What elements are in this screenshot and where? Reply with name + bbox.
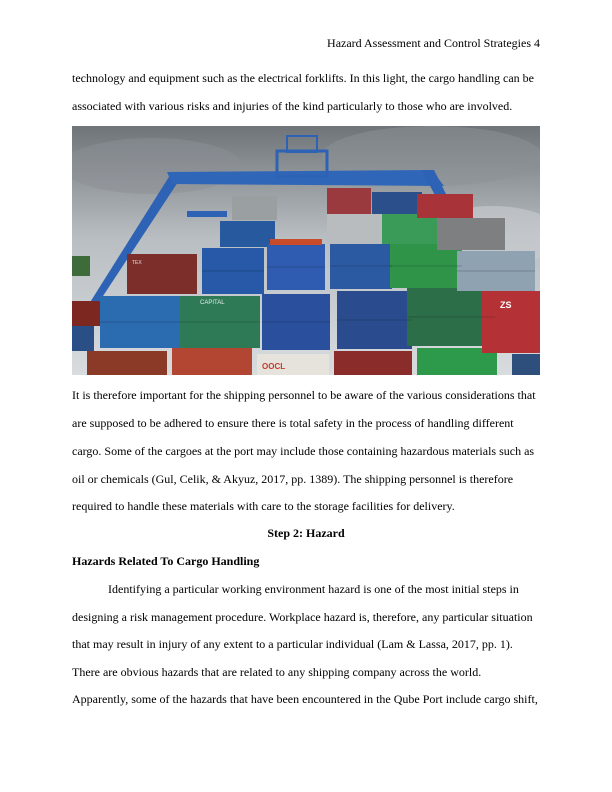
body-text-line: cargo. Some of the cargoes at the port may include those containing hazardous materials such as	[72, 444, 535, 458]
container-label: ZS	[500, 300, 512, 310]
body-text-line: It is therefore important for the shipping personnel to be aware of the various considerations that	[72, 388, 536, 402]
body-text-line: required to handle these materials with care to the storage facilities for delivery.	[72, 499, 455, 513]
body-text-line: are supposed to be adhered to ensure there is total safety in the process of handling different	[72, 416, 514, 430]
body-text-line: associated with various risks and injuries of the kind particularly to those who are involved.	[72, 99, 513, 113]
body-text-line: Identifying a particular working environment hazard is one of the most initial steps in	[108, 582, 519, 596]
body-text-line: technology and equipment such as the electrical forklifts. In this light, the cargo handling can be	[72, 71, 534, 85]
container-label: OOCL	[262, 362, 286, 371]
running-head: Hazard Assessment and Control Strategies 4	[327, 36, 540, 50]
body-text-line: that may result in injury of any extent to a particular individual (Lam & Lassa, 2017, pp. 1).	[72, 637, 513, 651]
step-heading: Step 2: Hazard	[267, 526, 345, 540]
container-label: CAPITAL	[200, 300, 225, 306]
body-text-line: Apparently, some of the hazards that have been encountered in the Qube Port include cargo shift,	[72, 692, 538, 706]
container-stack-photo	[72, 126, 540, 375]
body-text-line: designing a risk management procedure. Workplace hazard is, therefore, any particular situation	[72, 610, 533, 624]
section-subheading: Hazards Related To Cargo Handling	[72, 554, 260, 568]
container-label: TEX	[132, 260, 142, 266]
body-text-line: oil or chemicals (Gul, Celik, & Akyuz, 2017, pp. 1389). The shipping personnel is therefore	[72, 472, 514, 486]
body-text-line: There are obvious hazards that are related to any shipping company across the world.	[72, 665, 482, 679]
